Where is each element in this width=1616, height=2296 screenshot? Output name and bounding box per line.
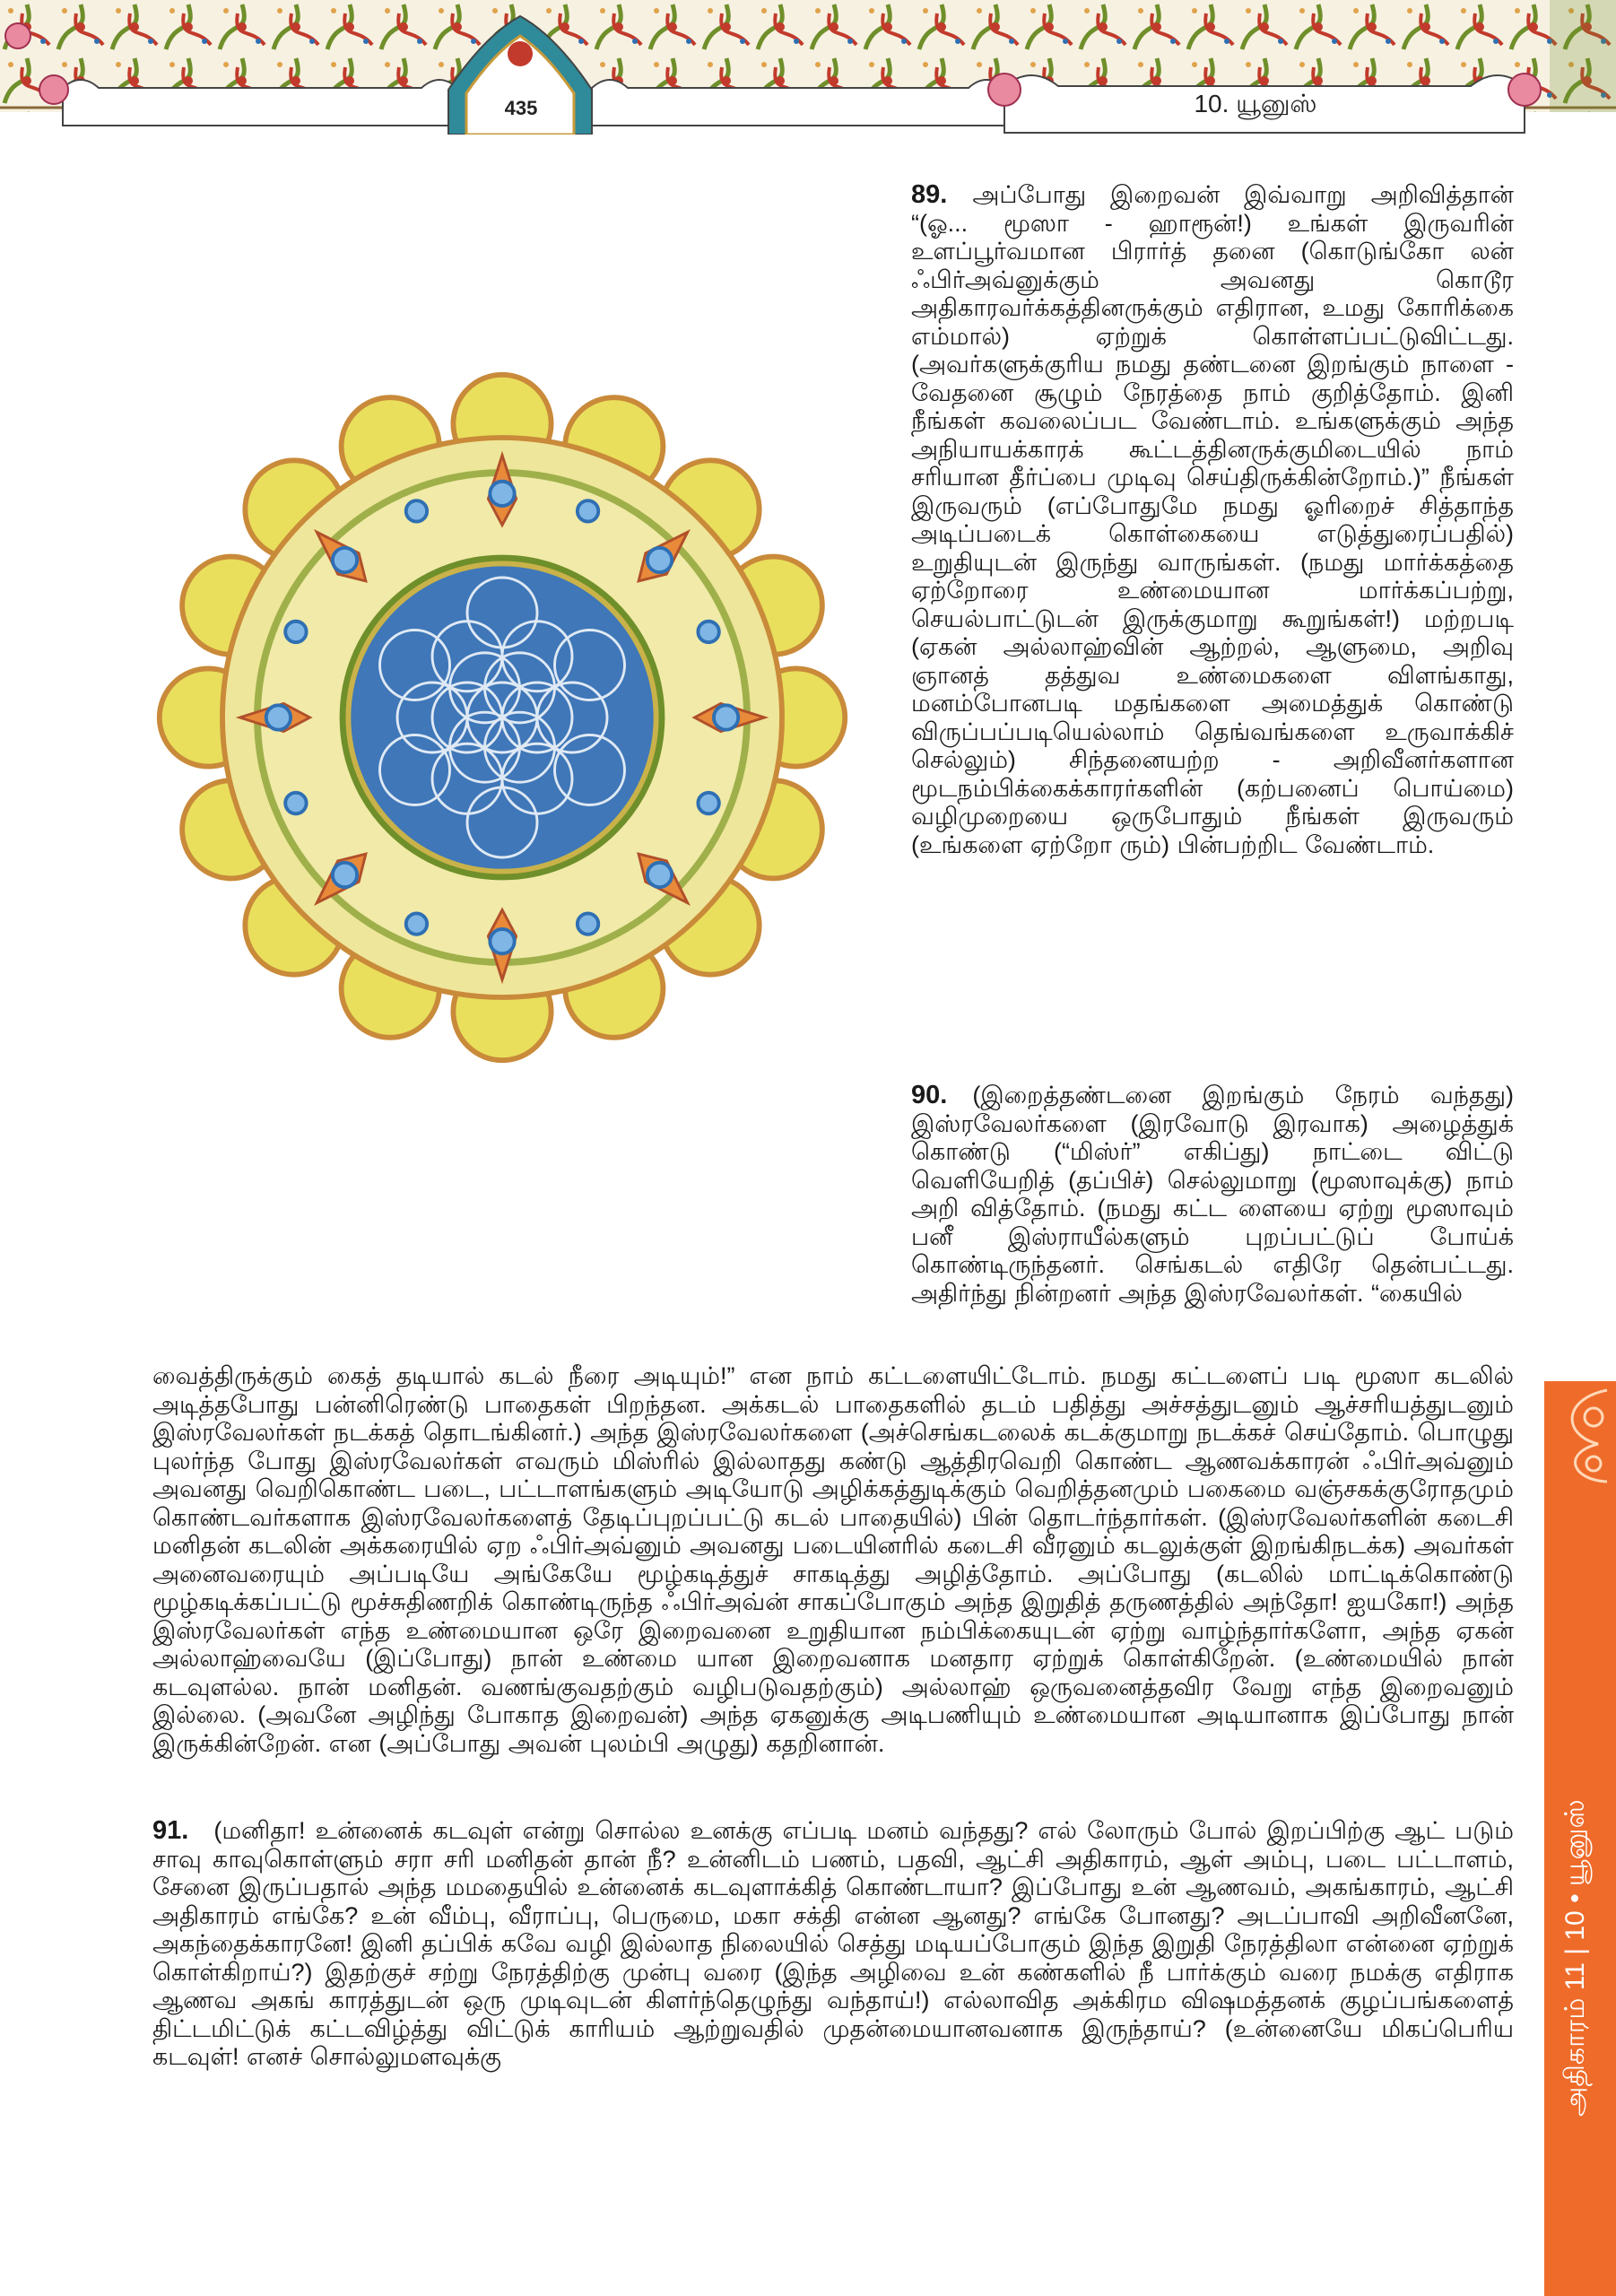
verse-number: 90. bbox=[911, 1081, 948, 1109]
verse-text: (இறைத்தண்டனை இறங்கும் நேரம் வந்தது) இஸ்ரவேலர்களை (இரவோடு இரவாக) அழைத்துக் கொண்டு (“மிஸ்ர்” எகிப்து) நாட்டை விட்டு வெளியேறித் (தப்பிச்) செல்லுமாறு (மூஸாவுக்கு) நாம் அறி வித்தோம். (நமது கட்ட ளையை ஏற்று மூஸாவும் பனீ இஸ்ராயீல்களும் புறப்பட்டுப் போய்க் கொண்டிருந்தனர். செங்கடல் எதிரே தென்பட்டது. அதிர்ந்து நின்றனர் அந்த இஸ்ரவேலர்கள். “கையில் bbox=[911, 1082, 1514, 1307]
mandala-ornament bbox=[152, 368, 852, 1067]
verse-text: அப்போது இறைவன் இவ்வாறு அறிவித்தான் “(ஓ... மூஸா - ஹாரூன்!) உங்கள் இருவரின் உளப்பூர்வமான பிரார்த் தனை (கொடுங்கோ லன் ஃபிர்அவ்னுக்கும் அவனது கொடூர அதிகாரவர்க்கத்தினருக்கும் எதிரான, உமது கோரிக்கை எம்மால்) ஏற்றுக் கொள்ளப்பட்டுவிட்டது. (அவர்களுக்குரிய நமது தண்டனை இறங்கும் நாளை - வேதனை சூழும் நேரத்தை நாம் குறித்தோம். இனி நீங்கள் கவலைப்பட வேண்டாம். உங்களுக்கும் அந்த அநியாயக்காரக் கூட்டத்தினருக்குமிடையில் நாம் சரியான தீர்ப்பை முடிவு செய்திருக்கின்றோம்.)” நீங்கள் இருவரும் (எப்போதுமே நமது ஓரிறைச் சித்தாந்த அடிப்படைக் கொள்கையை எடுத்துரைப்பதில்) உறுதியுடன் இருந்து வாருங்கள். (நமது மார்க்கத்தை ஏற்றோரை உண்மையான மார்க்கப்பற்று, செயல்பாட்டுடன் இருக்குமாறு கூறுங்கள்!) மற்றபடி (ஏகன் அல்லாஹ்வின் ஆற்றல், ஆளுமை, அறிவு ஞானத் தத்துவ உண்மைகளை விளங்காது, மனம்போனபடி மதங்களை அமைத்துக் கொண்டு விருப்பப்படியெல்லாம் தெங்வங்களை உருவாக்கிச் செல்லும்) சிந்தனையற்ற - அறிவீனர்களான மூடநம்பிக்கைக்காரர்களின் (கற்பனைப் பொய்மை) வழிமுறையை ஒருபோதும் நீங்கள் இருவரும் (உங்களை ஏற்றோ ரும்) பின்பற்றிட வேண்டாம். bbox=[911, 181, 1514, 858]
page-number: 435 bbox=[504, 97, 538, 119]
verse-89 bbox=[911, 181, 1514, 859]
verse-90-continued: வைத்திருக்கும் கைத் தடியால் கடல் நீரை அடியும்!” என நாம் கட்டளையிட்டோம். நமது கட்டளைப் படி மூஸா கடலில் அடித்தபோது பன்னிரெண்டு பாதைகள் பிறந்தன. அக்கடல் பாதைகளில் தடம் பதித்து அச்சத்துடனும் ஆச்சரியத்துடனும் இஸ்ரவேலர்கள் நடக்கத் தொடங்கினர்.) அந்த இஸ்ரவேலர்களை (அச்செங்கடலைக் கடக்குமாறு நடக்கச் செய்தோம். பொழுது புலர்ந்த போது இஸ்ரவேலர்கள் எவரும் மிஸ்ரில் இல்லாதது கண்டு ஆத்திரவெறி கொண்ட ஆணவக்காரன் ஃபிர்அவ்னும் அவனது வெறிகொண்ட படை, பட்டாளங்களும் அடியோடு அழிக்கத்துடிக்கும் வெறித்தனமும் பகைமை வஞ்சகக்குரோதமும் கொண்டவர்களாக இஸ்ரவேலர்களைத் தேடிப்புறப்பட்டு கடல் பாதையில்) பின் தொடர்ந்தார்கள். (இஸ்ரவேலர்களின் கடைசி மனிதன் கடலின் அக்கரையில் ஏற ஃபிர்அவ்னும் அவனது படையினரில் கடைசி வீரனும் கடலுக்குள் இறங்கிநடக்க) அவர்கள் அனைவரையும் அப்படியே அங்கேயே மூழ்கடித்துச் சாகடித்து அழித்தோம். அப்போது (கடலில் மாட்டிக்கொண்டு மூழ்கடிக்கப்பட்டு மூச்சுதிணறிக் கொண்டிருந்த ஃபிர்அவ்ன் சாகப்போகும் அந்த இறுதித் தருணத்தில் அந்தோ! ஐயகோ!) அந்த இஸ்ரவேலர்கள் எந்த உண்மையான ஒரே இறைவனை உறுதியான நம்பிக்கையுடன் ஏற்று வாழ்ந்தார்களோ, அந்த ஏகன் அல்லாஹ்வையே (இப்போது) நான் உண்மை யான இறைவனாக மனதார ஏற்றுக் கொள்கிறேன். (உண்மையில் நான் கடவுளல்ல. நான் மனிதன். வணங்குவதற்கும் வழிபடுவதற்கும்) அல்லாஹ் ஒருவனைத்தவிர வேறு எந்த இறைவனும் இல்லை. (அவனே அழிந்து போகாத இறைவன்) அந்த ஏகனுக்கு அடிபணியும் உண்மையான அடியானாக இப்போது நான் இருக்கின்றேன். என (அப்போது அவன் புலம்பி அழுது) கதறினான். bbox=[152, 1362, 1514, 1757]
side-ornament-icon bbox=[1544, 1381, 1616, 1489]
verse-number: 89. bbox=[911, 180, 948, 209]
verse-number: 91. bbox=[152, 1816, 189, 1845]
verse-91 bbox=[152, 1817, 1514, 2072]
verse-90 bbox=[911, 1082, 1514, 1308]
chapter-title: 10. யூனுஸ் bbox=[1194, 90, 1317, 117]
verse-text: (மனிதா! உன்னைக் கடவுள் என்று சொல்ல உனக்கு எப்படி மனம் வந்தது? எல் லோரும் போல் இறப்பிற்கு ஆட் படும் சாவு காவுகொள்ளும் சரா சரி மனிதன் தான் நீ? உன்னிடம் பணம், பதவி, ஆட்சி அதிகாரம், ஆள் அம்பு, படை பட்டாளம், சேனை இருப்பதால் அந்த மமதையில் உன்னைக் கடவுளாக்கித் கொண்டாயா? இப்போது உன் ஆணவம், அகங்காரம், ஆட்சி அதிகாரம் எங்கே? உன் வீம்பு, வீராப்பு, பெருமை, மகா சக்தி என்ன ஆனது? எங்கே போனது? அடப்பாவி அறிவீனனே, அகந்தைக்காரனே! இனி தப்பிக் கவே வழி இல்லாத நிலையில் செத்து மடியப்போகும் இந்த இறுதி நேரத்திலா என்னை ஏற்றுக் கொள்கிறாய்?) இதற்குச் சற்று நேரத்திற்கு முன்பு வரை (இந்த அழிவை உன் கண்களில் நீ பார்க்கும் வரை நமக்கு எதிராக ஆணவ அகங் காரத்துடன் ஒரு முடிவுடன் கிளர்ந்தெழுந்து வந்தாய்!) எல்லாவித அக்கிரம விஷமத்தனக் குழப்பங்களைத் திட்டமிட்டுக் கட்டவிழ்த்து விட்டுக் காரியம் ஆற்றுவதில் முதன்மையானவனாக இருந்தாய்? (உன்னையே மிகப்பெரிய கடவுள்! எனச் சொல்லுமளவுக்கு bbox=[152, 1817, 1514, 2070]
